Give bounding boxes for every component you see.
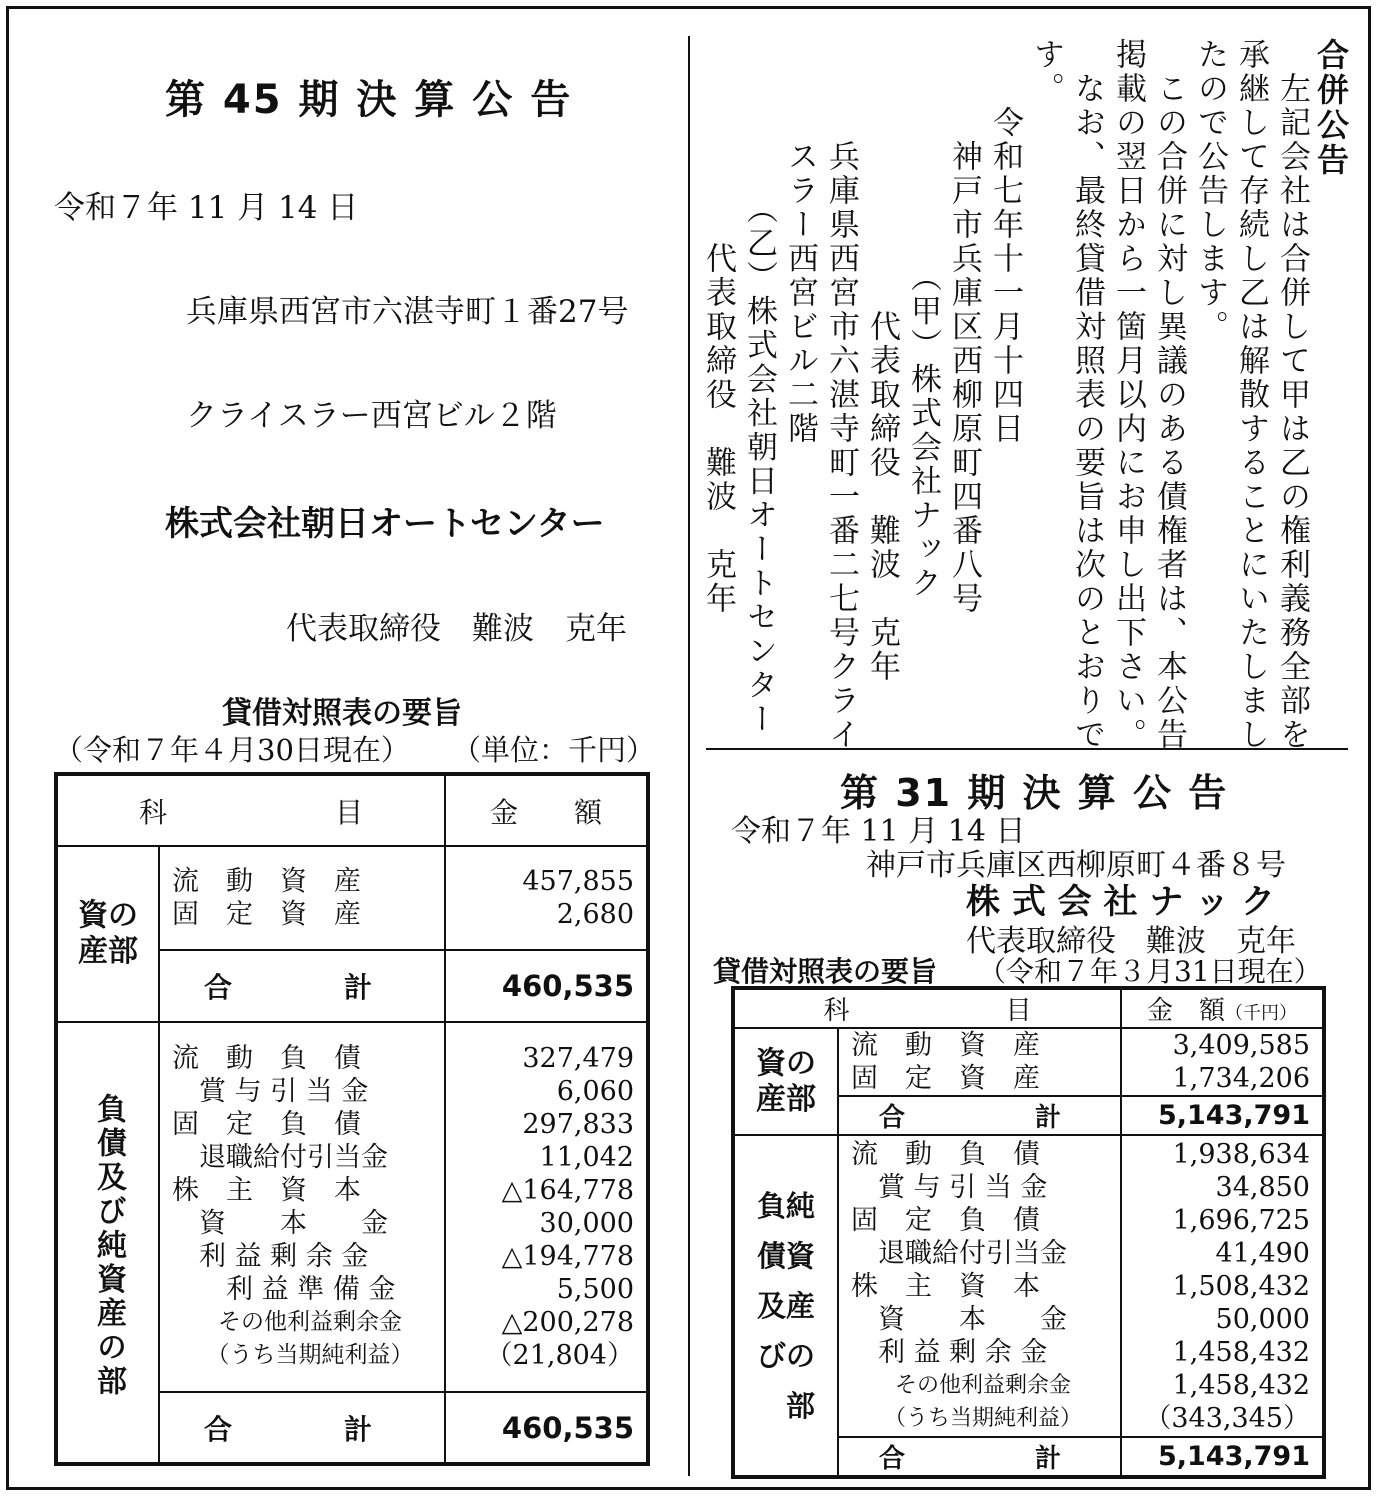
item-label: 株 主 資 本 xyxy=(851,1270,1040,1302)
item-label: その他利益剰余金 xyxy=(851,1372,1072,1398)
merger-line: この合併に対し異議のある債権者は、本公告 xyxy=(1151,38,1187,752)
item-label: （うち当期純利益） xyxy=(172,1342,414,1368)
right-bs-date: （令和７年３月31日現在） xyxy=(978,955,1322,988)
merger-line: 代表取締役 難波 克年 xyxy=(864,38,900,684)
merger-line: 承継して存続し乙は解散することにいたしまし xyxy=(1233,38,1269,752)
left-building: クライスラー西宮ビル２階 xyxy=(186,398,557,434)
col-header-item: 科 目 xyxy=(56,774,445,846)
liabilities-section-label: 負純 債資 及産 びの 部 xyxy=(733,1135,838,1477)
merger-line: 左記会社は合併して甲は乙の権利義務全部を xyxy=(1274,38,1310,752)
item-label: 資 本 金 xyxy=(172,1208,388,1239)
merger-date: 令和七年十一月十四日 xyxy=(987,38,1023,446)
assets-total-label: 合 計 xyxy=(838,1096,1121,1135)
merger-line: たので公告します。 xyxy=(1192,38,1228,344)
item-label: 流 動 資 産 xyxy=(851,1030,1040,1061)
assets-values xyxy=(445,846,648,950)
assets-total-value: 460,535 xyxy=(445,950,648,1022)
liabilities-items xyxy=(838,1135,1121,1437)
liabilities-total-value: 5,143,791 xyxy=(1121,1437,1324,1477)
col-header-amount: 金 額（千円） xyxy=(1121,988,1324,1028)
assets-items xyxy=(159,846,445,950)
item-label: 流 動 負 債 xyxy=(172,1043,361,1074)
item-label: 流 動 負 債 xyxy=(851,1138,1040,1170)
assets-section-label: 資の 産部 xyxy=(56,846,159,1022)
assets-values xyxy=(1121,1028,1324,1096)
merger-line: なお、最終貸借対照表の要旨は次のとおりで xyxy=(1069,38,1105,752)
liabilities-values xyxy=(1121,1135,1324,1437)
assets-items xyxy=(838,1028,1121,1096)
item-value: 50,000 xyxy=(1215,1303,1310,1335)
item-label: 固 定 資 産 xyxy=(172,899,361,930)
item-value: 41,490 xyxy=(1215,1237,1310,1269)
item-label: 利 益 準 備 金 xyxy=(172,1274,396,1305)
item-value: △164,778 xyxy=(501,1175,634,1206)
item-value: 297,833 xyxy=(522,1109,634,1140)
item-value: 6,060 xyxy=(556,1076,634,1107)
item-label: 賞 与 引 当 金 xyxy=(851,1171,1048,1203)
right-balance-sheet xyxy=(731,986,1326,1479)
left-representative: 代表取締役 難波 克年 xyxy=(286,611,627,647)
liabilities-total-value: 460,535 xyxy=(445,1392,648,1464)
left-bs-date: （令和７年４月30日現在） xyxy=(54,733,410,767)
item-value: （343,345） xyxy=(1144,1402,1310,1434)
merger-line: （乙）株式会社朝日オートセンター xyxy=(741,38,777,737)
merger-heading: 合併公告 xyxy=(1312,38,1350,178)
merger-line: 代表取締役 難波 克年 xyxy=(700,38,736,616)
item-value: 34,850 xyxy=(1215,1171,1310,1203)
item-label: （うち当期純利益） xyxy=(851,1405,1083,1431)
item-label: 固 定 資 産 xyxy=(851,1063,1040,1094)
left-company-name: 株式会社朝日オートセンター xyxy=(165,504,605,544)
liabilities-items xyxy=(159,1022,445,1392)
item-label: 固 定 負 債 xyxy=(851,1204,1040,1236)
item-label: その他利益剰余金 xyxy=(172,1309,402,1335)
vertical-divider xyxy=(688,36,690,1476)
item-value: △200,278 xyxy=(501,1307,634,1338)
item-label: 流 動 資 産 xyxy=(172,866,361,897)
item-value: 2,680 xyxy=(556,899,634,930)
left-bs-title: 貸借対照表の要旨 xyxy=(222,696,462,731)
assets-section-label: 資の 産部 xyxy=(733,1028,838,1135)
liabilities-total-label: 合 計 xyxy=(838,1437,1121,1477)
item-value: 1,938,634 xyxy=(1172,1138,1310,1170)
item-label: 退職給付引当金 xyxy=(172,1142,388,1173)
item-label: 固 定 負 債 xyxy=(172,1109,361,1140)
merger-line: 兵庫県西宮市六湛寺町一番二七号クライ xyxy=(823,38,859,752)
right-date: 令和７年 11 月 14 日 xyxy=(731,814,1026,849)
item-label: 株 主 資 本 xyxy=(172,1175,361,1206)
left-title: 第 45 期 決 算 公 告 xyxy=(165,77,573,123)
item-value: 30,000 xyxy=(539,1208,634,1239)
right-title: 第 31 期 決 算 公 告 xyxy=(840,771,1229,815)
col-header-amount: 金 額 xyxy=(445,774,648,846)
right-company-name: 株 式 会 社 ナ ッ ク xyxy=(966,882,1276,922)
col-header-item: 科 目 xyxy=(733,988,1121,1028)
left-balance-sheet xyxy=(54,772,650,1466)
item-value: 1,508,432 xyxy=(1172,1270,1310,1302)
item-label: 利 益 剰 余 金 xyxy=(172,1241,369,1272)
item-value: （21,804） xyxy=(485,1340,634,1371)
item-value: 327,479 xyxy=(522,1043,634,1074)
merger-line: 掲載の翌日から一箇月以内にお申し出下さい。 xyxy=(1110,38,1146,752)
item-value: 1,696,725 xyxy=(1172,1204,1310,1236)
item-value: 3,409,585 xyxy=(1172,1030,1310,1061)
merger-line: 神戸市兵庫区西柳原町四番八号 xyxy=(946,38,982,616)
item-label: 賞 与 引 当 金 xyxy=(172,1076,369,1107)
left-address: 兵庫県西宮市六湛寺町１番27号 xyxy=(186,294,629,330)
left-date: 令和７年 11 月 14 日 xyxy=(54,190,359,226)
item-value: 1,458,432 xyxy=(1172,1369,1310,1401)
right-address: 神戸市兵庫区西柳原町４番８号 xyxy=(866,848,1286,883)
merger-line: （甲）株式会社ナック xyxy=(905,38,941,601)
assets-total-value: 5,143,791 xyxy=(1121,1096,1324,1135)
item-value: 1,734,206 xyxy=(1172,1063,1310,1094)
left-bs-unit: （単位：千円） xyxy=(452,733,656,767)
item-label: 退職給付引当金 xyxy=(851,1237,1067,1269)
item-value: 1,458,432 xyxy=(1172,1336,1310,1368)
item-value: 11,042 xyxy=(539,1142,634,1173)
liabilities-values xyxy=(445,1022,648,1392)
assets-total-label: 合 計 xyxy=(159,950,445,1022)
item-value: △194,778 xyxy=(501,1241,634,1272)
liabilities-section-label: 負債及び純資産の部 xyxy=(56,1022,159,1464)
right-bs-title: 貸借対照表の要旨 xyxy=(713,955,938,988)
merger-line: スラー西宮ビル二階 xyxy=(782,38,818,446)
liabilities-total-label: 合 計 xyxy=(159,1392,445,1464)
item-value: 457,855 xyxy=(522,866,634,897)
right-representative: 代表取締役 難波 克年 xyxy=(966,924,1296,959)
item-label: 利 益 剰 余 金 xyxy=(851,1336,1048,1368)
item-value: 5,500 xyxy=(556,1274,634,1305)
merger-line: す。 xyxy=(1028,38,1064,106)
item-label: 資 本 金 xyxy=(851,1303,1067,1335)
